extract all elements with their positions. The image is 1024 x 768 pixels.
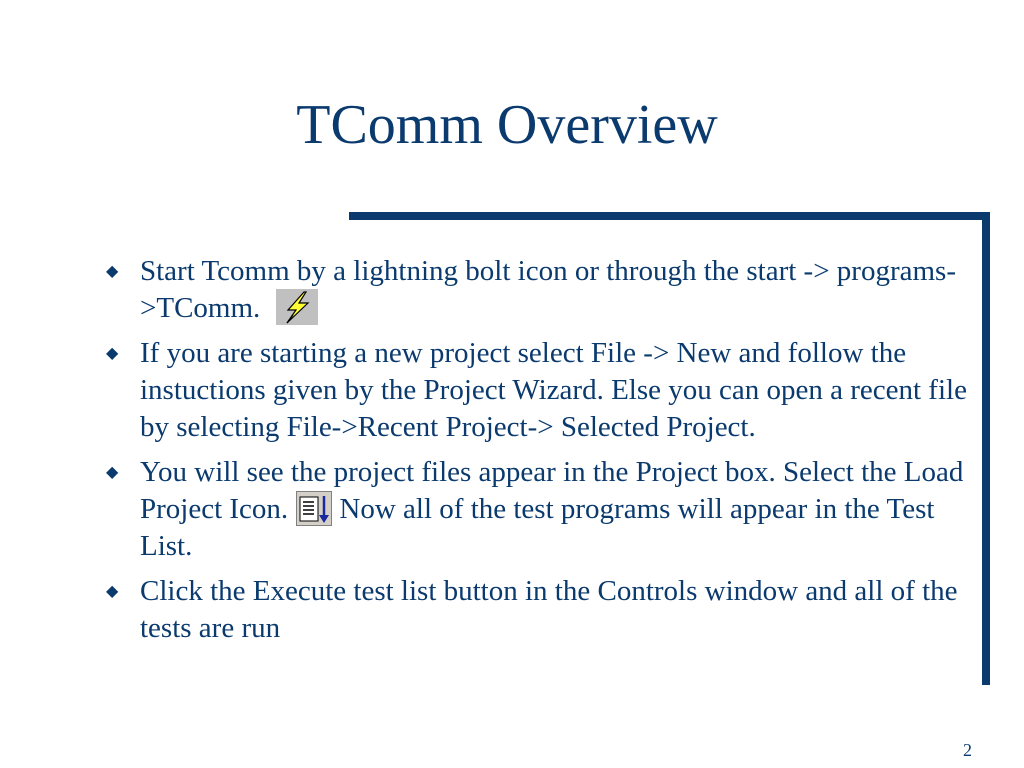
right-border-rule [982, 212, 990, 685]
lightning-bolt-icon [276, 289, 318, 325]
top-border-rule [349, 212, 990, 220]
list-item [100, 573, 980, 647]
bullet-list [100, 253, 980, 655]
diamond-bullet-icon: ◆ [106, 345, 119, 362]
bullet-text-continued: Now all of the test programs will appear in the Test List. [140, 493, 935, 562]
diamond-bullet-icon: ◆ [106, 583, 119, 600]
bullet-text: Click the Execute test list button in the Controls window and all of the tests are run [140, 575, 958, 644]
list-item [100, 253, 980, 327]
diamond-bullet-icon: ◆ [106, 464, 119, 481]
slide-title: TComm Overview [296, 94, 718, 156]
page-number: 2 [963, 740, 972, 760]
load-project-icon [296, 491, 332, 526]
bullet-text: If you are starting a new project select File -> New and follow the instuctions given by the Project Wizard. Else you can open a recent file by selecting File->Recent Project-> Selected Project. [140, 337, 967, 443]
list-item [100, 335, 980, 446]
bullet-text: Start Tcomm by a lightning bolt icon or through the start -> programs->TComm. [140, 255, 956, 324]
list-item [100, 454, 980, 565]
diamond-bullet-icon: ◆ [106, 263, 119, 280]
bullet-text: You will see the project files appear in the Project box. Select the Load Project Icon. [140, 456, 964, 525]
